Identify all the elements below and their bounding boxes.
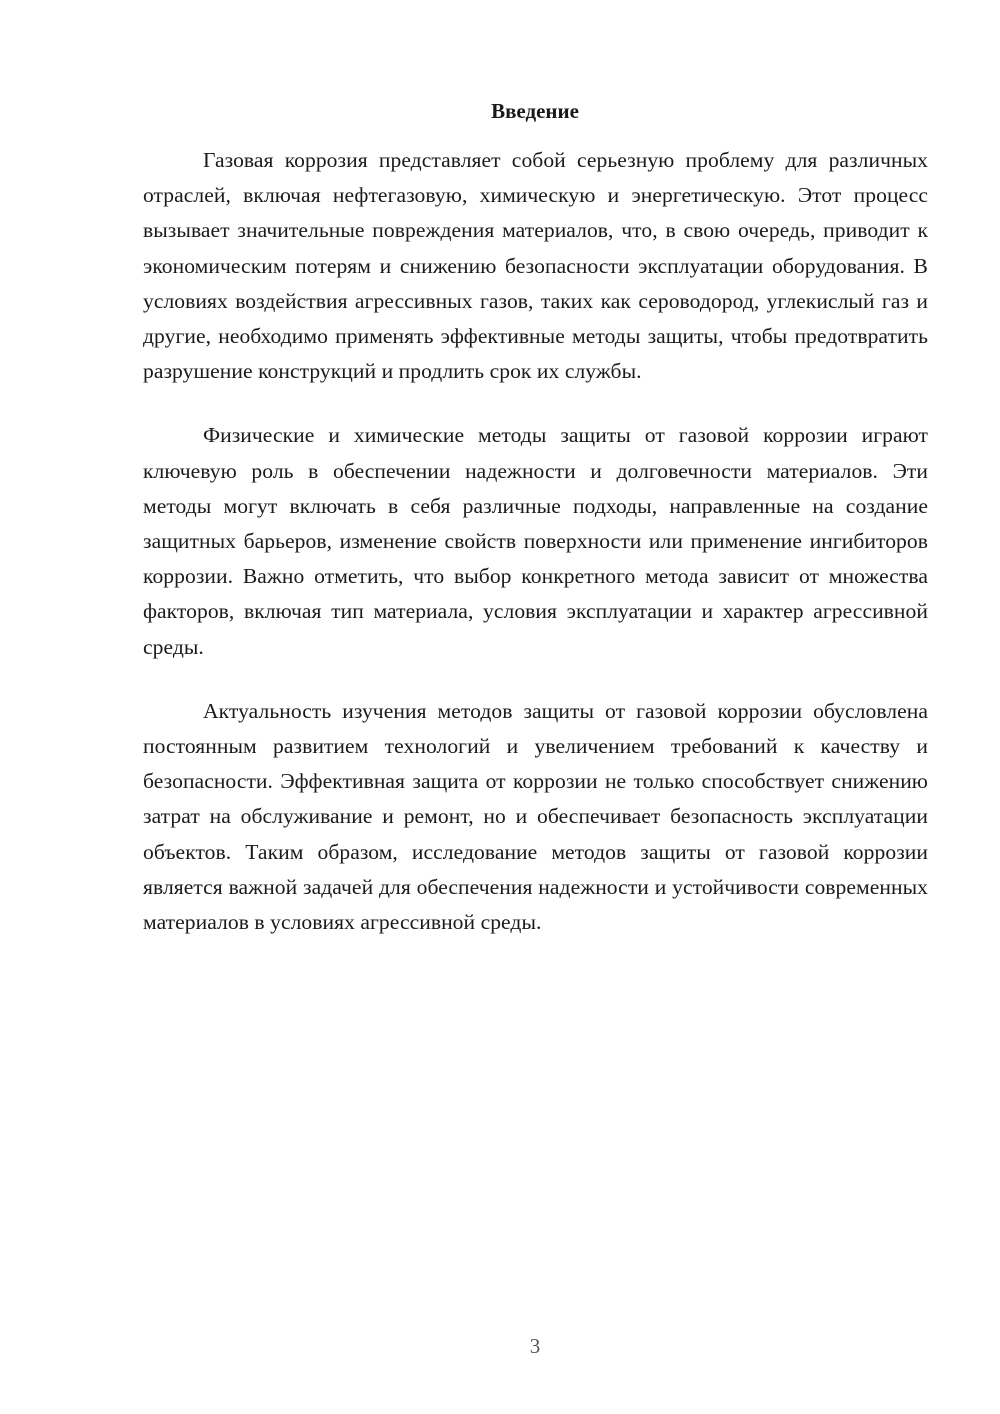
page-number: 3 (529, 1334, 541, 1358)
body-text (143, 143, 928, 969)
paragraph-1: Газовая коррозия представляет собой серьезную проблему для различных отраслей, включая нефтегазовую, химическую и энергетическую. Этот процесс вызывает значительные повреждения материалов, что, в свою очередь, приводит к экономическим потерям и снижению безопасности эксплуатации оборудования. В условиях воздействия агрессивных газов, таких как сероводород, углекислый газ и другие, необходимо применять эффективные методы защиты, чтобы предотвратить разрушение конструкций и продлить срок их службы. (143, 148, 928, 384)
paragraph-3: Актуальность изучения методов защиты от газовой коррозии обусловлена постоянным развитием технологий и увеличением требований к качеству и безопасности. Эффективная защита от коррозии не только способствует снижению затрат на обслуживание и ремонт, но и обеспечивает безопасность эксплуатации объектов. Таким образом, исследование методов защиты от газовой коррозии является важной задачей для обеспечения надежности и устойчивости современных материалов в условиях агрессивной среды. (143, 698, 928, 935)
paragraph-2: Физические и химические методы защиты от газовой коррозии играют ключевую роль в обеспечении надежности и долговечности материалов. Эти методы могут включать в себя различные подходы, направленные на создание защитных барьеров, изменение свойств поверхности или применение ингибиторов коррозии. Важно отметить, что выбор конкретного метода зависит от множества факторов, включая тип материала, условия эксплуатации и характер агрессивной среды. (143, 423, 928, 659)
section-heading: Введение (491, 99, 579, 123)
